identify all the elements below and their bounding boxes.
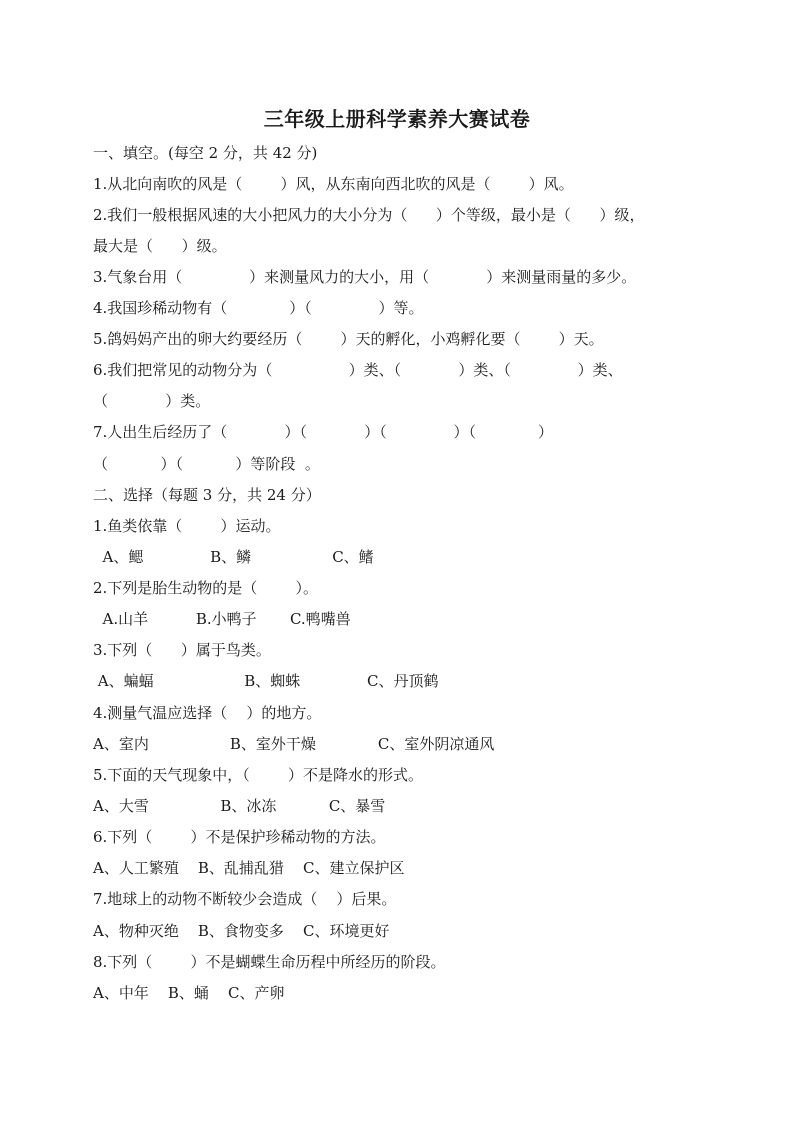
- fill-question-6: 6.我们把常见的动物分为（ ）类、（ ）类、（ ）类、: [93, 361, 623, 379]
- choice-question-7: 7.地球上的动物不断较少会造成（ ）后果。: [93, 890, 397, 908]
- choice-question-6: 6.下列（ ）不是保护珍稀动物的方法。: [93, 828, 386, 846]
- choice-question-5: 5.下面的天气现象中，（ ）不是降水的形式。: [93, 766, 423, 784]
- choice-question-3: 3.下列（ ）属于鸟类。: [93, 641, 271, 659]
- fill-question-7: 7.人出生后经历了（ ）（ ）（ ）（ ）: [93, 423, 553, 441]
- choice-question-1: 1.鱼类依靠（ ）运动。: [93, 517, 281, 535]
- fill-question-2: 2.我们一般根据风速的大小把风力的大小分为（ ）个等级，最小是（ ）级，: [93, 206, 645, 224]
- fill-question-5: 5.鸽妈妈产出的卵大约要经历（ ）天的孵化，小鸡孵化要（ ）天。: [93, 330, 604, 348]
- page-title: 三年级上册科学素养大赛试卷: [263, 107, 531, 131]
- fill-question-2-cont: 最大是（ ）级。: [93, 237, 227, 255]
- fill-question-7-cont: （ ）（ ）等阶段 。: [93, 455, 320, 473]
- choice-options-4: A、室内 B、室外干燥 C、室外阴凉通风: [93, 735, 495, 753]
- choice-options-5: A、大雪 B、冰冻 C、暴雪: [93, 797, 386, 815]
- choice-options-1: A、鳃 B、鳞 C、鳍: [93, 548, 374, 566]
- choice-options-2: A.山羊 B.小鸭子 C.鸭嘴兽: [93, 610, 351, 628]
- choice-options-7: A、物种灭绝 B、食物变多 C、环境更好: [93, 922, 390, 940]
- choice-options-3: A、蝙蝠 B、蜘蛛 C、丹顶鹤: [93, 672, 439, 690]
- section-1-heading: 一、填空。(每空 2 分，共 42 分): [93, 144, 318, 162]
- choice-question-2: 2.下列是胎生动物的是（ ）。: [93, 579, 318, 597]
- fill-question-3: 3.气象台用（ ）来测量风力的大小，用（ ）来测量雨量的多少。: [93, 268, 637, 286]
- section-2-heading: 二、选择（每题 3 分，共 24 分）: [93, 486, 321, 504]
- choice-options-8: A、中年 B、蛹 C、产卵: [93, 984, 285, 1002]
- fill-question-1: 1.从北向南吹的风是（ ）风，从东南向西北吹的风是（ ）风。: [93, 175, 574, 193]
- choice-options-6: A、人工繁殖 B、乱捕乱猎 C、建立保护区: [93, 859, 405, 877]
- fill-question-4: 4.我国珍稀动物有（ ）（ ）等。: [93, 299, 424, 317]
- choice-question-8: 8.下列（ ）不是蝴蝶生命历程中所经历的阶段。: [93, 953, 446, 971]
- fill-question-6-cont: （ ）类。: [93, 392, 211, 410]
- choice-question-4: 4.测量气温应选择（ ）的地方。: [93, 704, 322, 722]
